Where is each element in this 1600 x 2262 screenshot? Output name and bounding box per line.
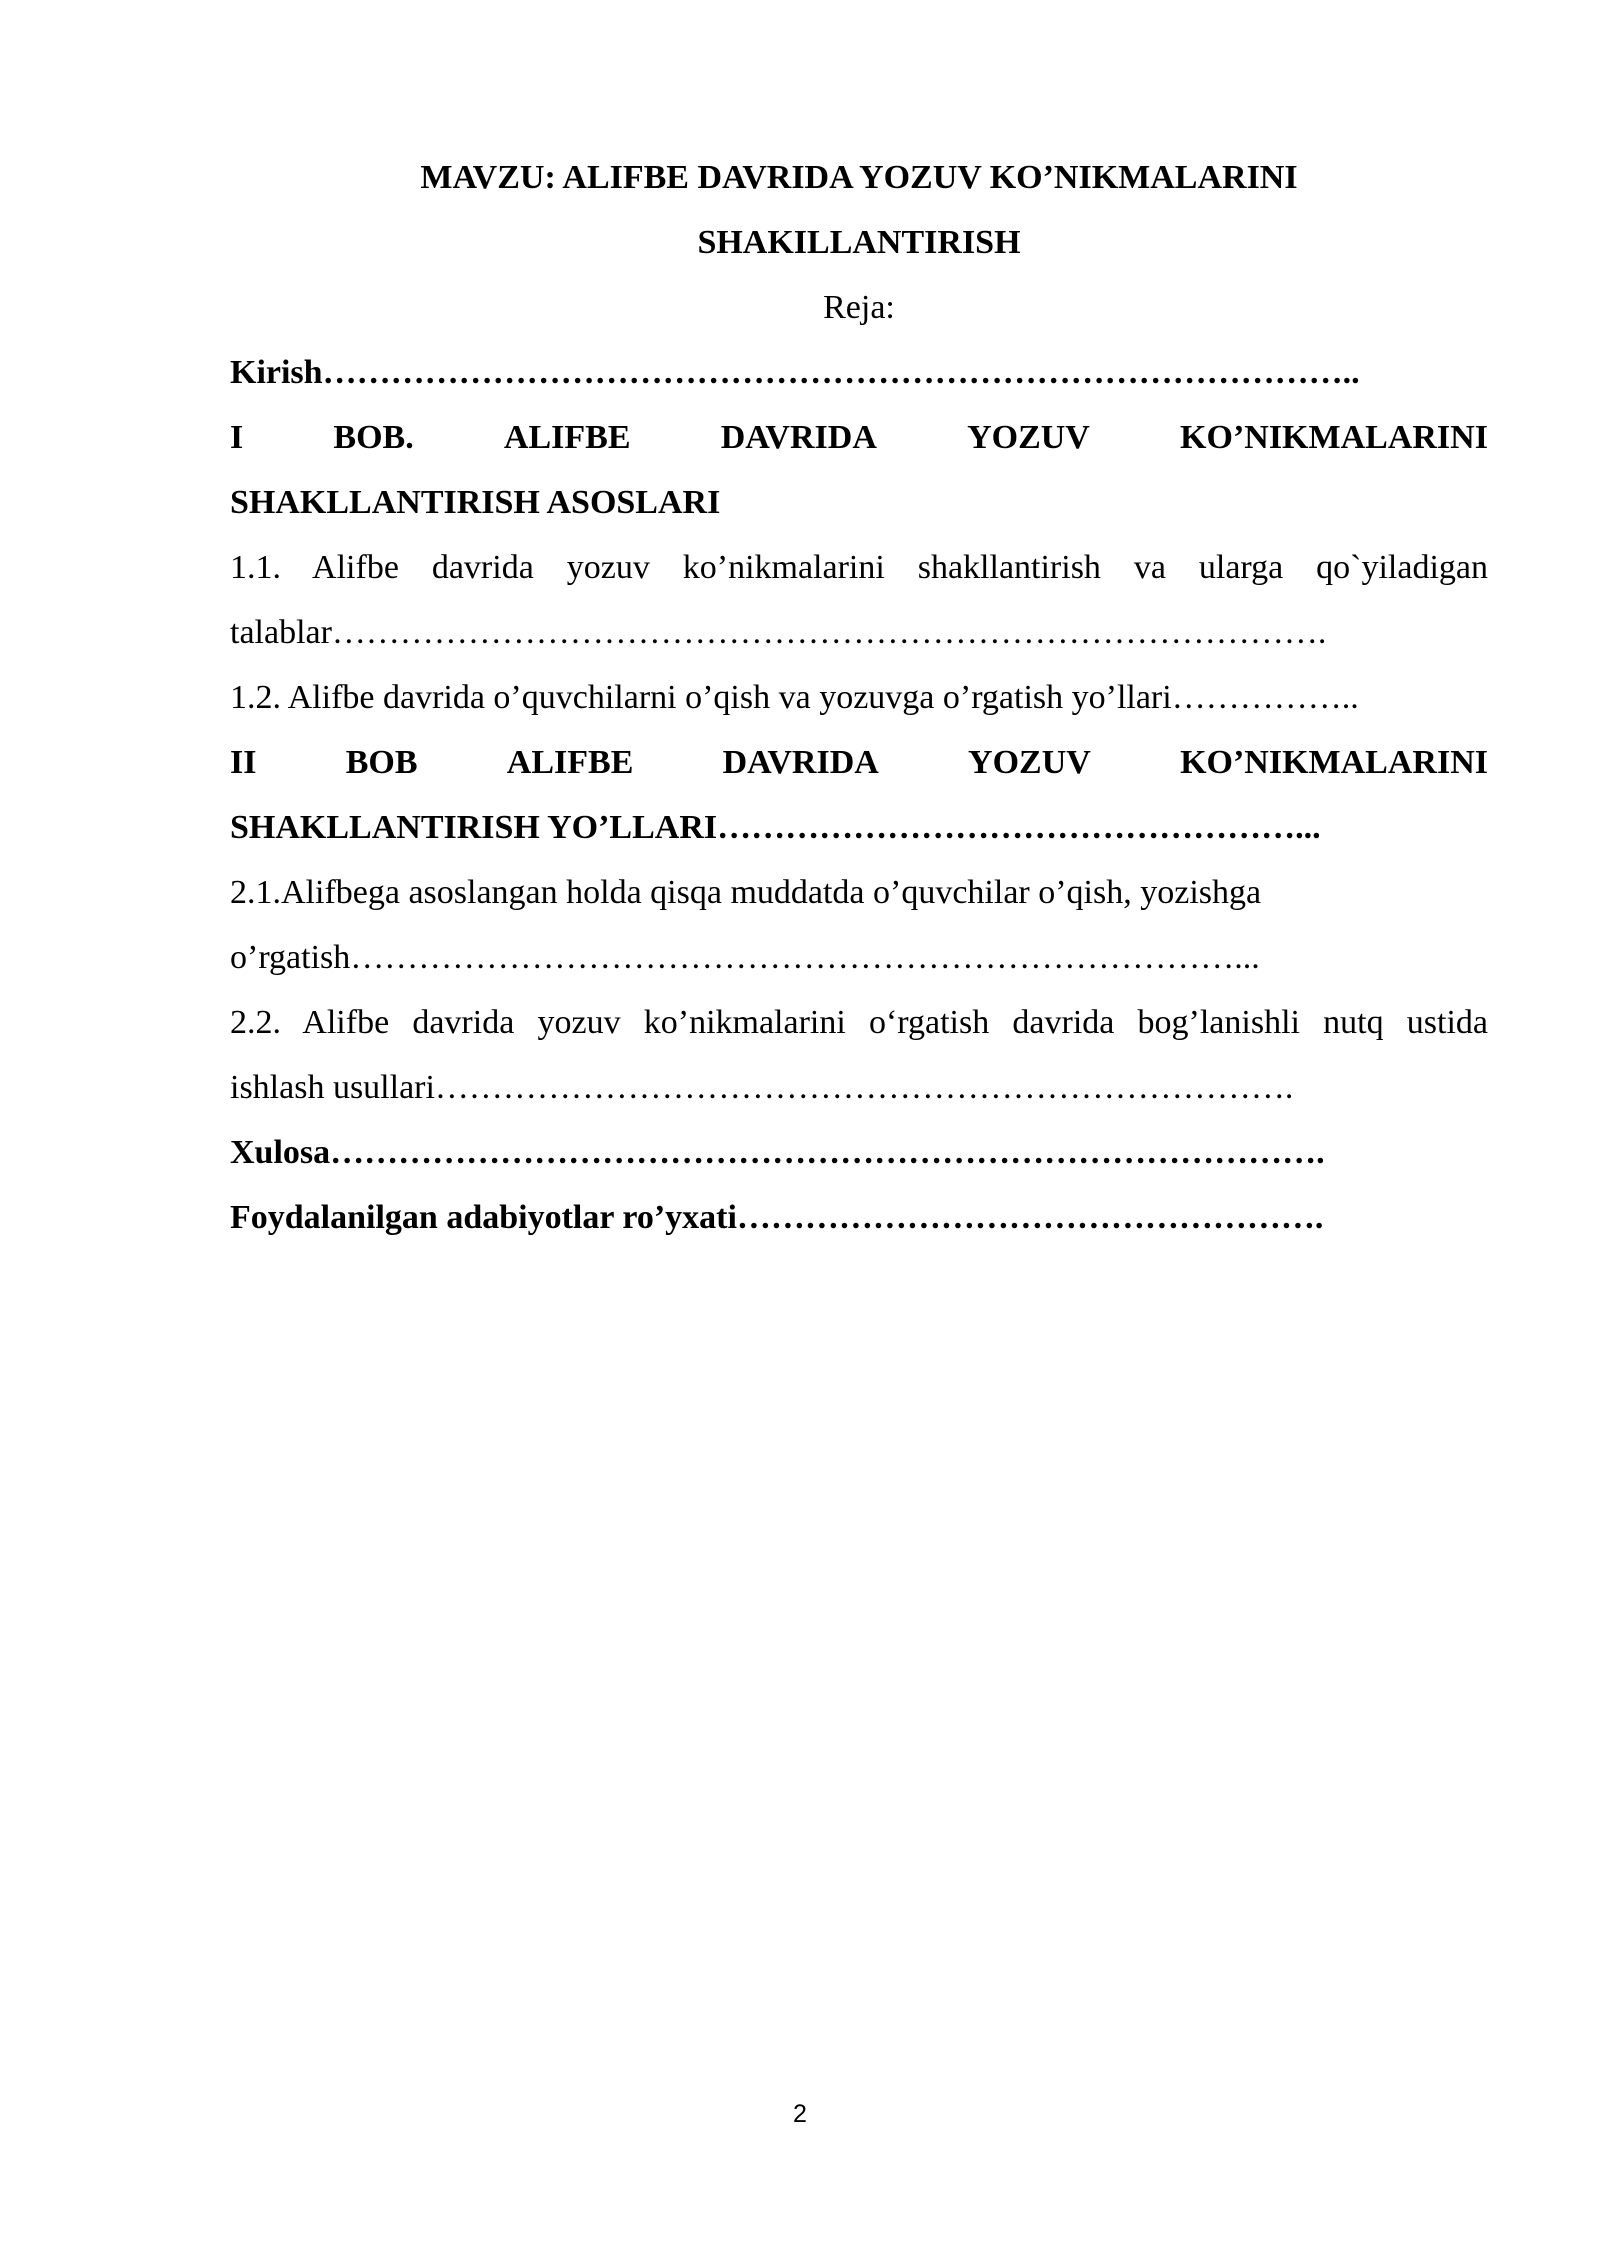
page-number: 2 bbox=[793, 2100, 807, 2128]
toc-chapter-1-line-2: SHAKLLANTIRISH ASOSLARI bbox=[230, 484, 721, 521]
document-content bbox=[230, 145, 1488, 1250]
toc-section-2-1-line-2: o’rgatish……………………………………………………………………... bbox=[230, 939, 1260, 976]
toc-conclusion: Xulosa……………………………………………………………………………. bbox=[230, 1134, 1325, 1171]
toc-chapter-1-word: DAVRIDA bbox=[720, 419, 877, 456]
toc-intro: Kirish……………………………………………………………………………….. bbox=[230, 354, 1360, 391]
toc-section-2-2-line-1: 2.2. Alifbe davrida yozuv ko’nikmalarini o‘rgatish davrida bog’lanishli nutq ustida bbox=[230, 1004, 1488, 1041]
page-title-line-1: MAVZU: ALIFBE DAVRIDA YOZUV KO’NIKMALARINI bbox=[420, 159, 1298, 196]
plan-heading: Reja: bbox=[823, 289, 895, 326]
toc-chapter-1-word: YOZUV bbox=[967, 419, 1090, 456]
toc-chapter-2-line-2: SHAKLLANTIRISH YO’LLARI……………………………………………... bbox=[230, 809, 1321, 846]
toc-chapter-1-word: KO’NIKMALARINI bbox=[1180, 419, 1488, 456]
page-title-line-2: SHAKILLANTIRISH bbox=[697, 224, 1021, 261]
toc-chapter-2-word: YOZUV bbox=[968, 744, 1091, 781]
toc-chapter-2-word: II bbox=[230, 744, 257, 781]
toc-section-1-1-line-2: talablar……………………………………………………………………………. bbox=[230, 614, 1327, 651]
toc-chapter-1-word: ALIFBE bbox=[503, 419, 631, 456]
toc-chapter-2-line-1 bbox=[230, 730, 1488, 795]
toc-chapter-1-line-1 bbox=[230, 405, 1488, 470]
toc-section-1-1-line-1: 1.1. Alifbe davrida yozuv ko’nikmalarini shakllantirish va ularga qo`yiladigan bbox=[230, 549, 1488, 586]
toc-chapter-1-word: I bbox=[230, 419, 244, 456]
toc-chapter-2-word: KO’NIKMALARINI bbox=[1180, 744, 1488, 781]
toc-chapter-2-word: BOB bbox=[345, 744, 418, 781]
toc-chapter-2-word: ALIFBE bbox=[506, 744, 634, 781]
toc-references: Foydalanilgan adabiyotlar ro’yxati……………………………………………. bbox=[230, 1199, 1324, 1236]
toc-section-2-2-line-2: ishlash usullari…………………………………………………………………. bbox=[230, 1069, 1294, 1106]
toc-chapter-1-word: BOB. bbox=[333, 419, 414, 456]
toc-section-1-2: 1.2. Alifbe davrida o’quvchilarni o’qish va yozuvga o’rgatish yo’llari…………….. bbox=[230, 679, 1359, 716]
toc-chapter-2-word: DAVRIDA bbox=[722, 744, 879, 781]
toc-section-2-1-line-1: 2.1.Alifbega asoslangan holda qisqa muddatda o’quvchilar o’qish, yozishga bbox=[230, 874, 1262, 911]
